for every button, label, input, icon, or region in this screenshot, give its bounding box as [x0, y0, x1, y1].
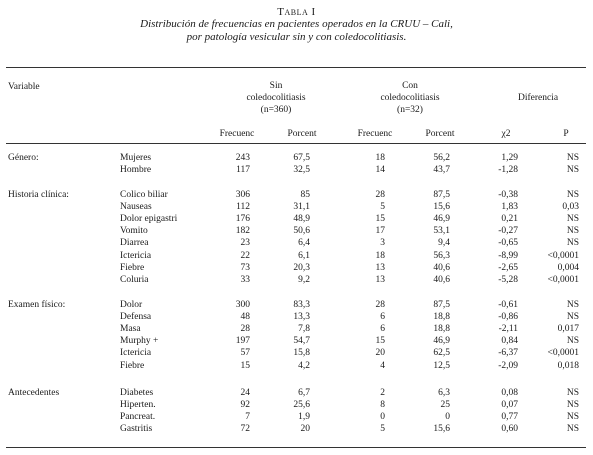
subheader-p: P: [563, 129, 569, 139]
sin-porcentaje: 13,3: [293, 312, 310, 323]
con-frecuencia: 28: [375, 300, 385, 310]
sin-frecuencia: 72: [240, 424, 250, 435]
con-porcentaje: 56,2: [433, 153, 450, 163]
sin-frecuencia: 28: [240, 324, 250, 335]
chi2: -5,28: [498, 274, 518, 285]
p-value: 0,004: [557, 262, 579, 273]
p-value: NS: [566, 300, 579, 310]
header-con-line-2: coledocolitiasis: [380, 93, 440, 103]
row-label: Masa: [120, 324, 141, 335]
con-porcentaje: 9,4: [438, 238, 450, 249]
con-frecuencia: 6: [380, 312, 385, 323]
sin-porcentaje: 31,1: [293, 202, 310, 213]
con-frecuencia: 28: [375, 190, 385, 200]
con-porcentaje: 15,6: [433, 424, 450, 435]
p-value: NS: [566, 226, 579, 237]
p-value: NS: [566, 400, 579, 411]
con-porcentaje: 25: [440, 400, 450, 411]
chi2: 0,84: [501, 336, 518, 347]
chi2: -0,38: [498, 190, 518, 200]
sin-porcentaje: 20,3: [293, 262, 310, 273]
row-label: Diabetes: [120, 388, 154, 398]
row-label: Diarrea: [120, 238, 149, 249]
header-sin-line-1: Sin: [269, 81, 283, 91]
sin-porcentaje: 25,6: [293, 400, 310, 411]
sin-porcentaje: 6,1: [298, 250, 310, 261]
chi2: -2,11: [498, 324, 518, 335]
con-frecuencia: 13: [375, 274, 385, 285]
p-value: <0,0001: [547, 348, 579, 359]
chi2: -2,65: [498, 262, 518, 273]
p-value: <0,0001: [547, 274, 579, 285]
con-frecuencia: 6: [380, 324, 385, 335]
group-label: Antecedentes: [8, 388, 60, 398]
row-label: Colico biliar: [120, 190, 168, 200]
p-value: NS: [566, 214, 579, 225]
con-porcentaje: 46,9: [433, 336, 450, 347]
p-value: <0,0001: [547, 250, 579, 261]
con-porcentaje: 18,8: [433, 324, 450, 335]
con-frecuencia: 13: [375, 262, 385, 273]
con-frecuencia: 17: [375, 226, 385, 237]
sin-porcentaje: 7,8: [298, 324, 310, 335]
chi2: 0,21: [501, 214, 518, 225]
chi2: 0,08: [501, 388, 518, 398]
row-label: Fiebre: [120, 360, 145, 371]
sin-frecuencia: 57: [240, 348, 250, 359]
con-porcentaje: 62,5: [433, 348, 450, 359]
con-porcentaje: 12,5: [433, 360, 450, 371]
con-frecuencia: 14: [375, 165, 385, 176]
con-porcentaje: 6,3: [438, 388, 450, 398]
sin-frecuencia: 15: [240, 360, 250, 371]
p-value: NS: [566, 238, 579, 249]
sin-frecuencia: 300: [235, 300, 250, 310]
row-label: Pancreat.: [120, 412, 156, 423]
con-porcentaje: 0: [445, 412, 450, 423]
chi2: 0,60: [501, 424, 518, 435]
sin-frecuencia: 22: [240, 250, 250, 261]
sin-porcentaje: 4,2: [298, 360, 310, 371]
group-label: Género:: [8, 153, 39, 163]
chi2: -1,28: [498, 165, 518, 176]
con-porcentaje: 87,5: [433, 190, 450, 200]
subheader-chi2: χ2: [501, 129, 511, 139]
chi2: 0,07: [501, 400, 518, 411]
row-label: Coluria: [120, 274, 149, 285]
con-porcentaje: 15,6: [433, 202, 450, 213]
p-value: NS: [566, 336, 579, 347]
con-frecuencia: 15: [375, 214, 385, 225]
p-value: NS: [566, 165, 579, 176]
subheader-con-porcentaje: Porcent: [425, 129, 455, 139]
sin-porcentaje: 48,9: [293, 214, 310, 225]
p-value: 0,03: [562, 202, 579, 213]
header-sin-line-3: (n=360): [260, 105, 292, 115]
con-frecuencia: 15: [375, 336, 385, 347]
con-frecuencia: 20: [375, 348, 385, 359]
chi2: -0,61: [498, 300, 518, 310]
sin-porcentaje: 15,8: [293, 348, 310, 359]
row-label: Fiebre: [120, 262, 145, 273]
sin-porcentaje: 20: [300, 424, 310, 435]
group-label: Examen físico:: [8, 300, 66, 310]
subheader-sin-porcentaje: Porcent: [287, 129, 317, 139]
con-frecuencia: 18: [375, 250, 385, 261]
subheader-con-frecuencia: Frecuenc: [357, 129, 393, 139]
p-value: NS: [566, 153, 579, 163]
sin-porcentaje: 85: [300, 190, 310, 200]
sin-porcentaje: 83,3: [293, 300, 310, 310]
group-label: Historia clínica:: [8, 190, 69, 200]
row-label: Hombre: [120, 165, 152, 176]
sin-porcentaje: 67,5: [293, 153, 310, 163]
p-value: NS: [566, 312, 579, 323]
header-variable: Variable: [8, 82, 40, 92]
table-title-line-2: por patología vesicular sin y con coledocolitiasis.: [186, 31, 407, 43]
con-frecuencia: 8: [380, 400, 385, 411]
p-value: 0,017: [557, 324, 579, 335]
row-label: Ictericia: [120, 250, 152, 261]
sin-frecuencia: 48: [240, 312, 250, 323]
header-sin-line-2: coledocolitiasis: [246, 93, 306, 103]
con-frecuencia: 3: [380, 238, 385, 249]
chi2: -2,09: [498, 360, 518, 371]
sin-porcentaje: 6,4: [298, 238, 310, 249]
subheader-sin-frecuencia: Frecuenc: [219, 129, 255, 139]
chi2: -8,99: [498, 250, 518, 261]
chi2: 0,77: [501, 412, 518, 423]
sin-porcentaje: 1,9: [298, 412, 310, 423]
row-label: Defensa: [120, 312, 152, 323]
chi2: -0,86: [498, 312, 518, 323]
chi2: -0,27: [498, 226, 518, 237]
con-frecuencia: 0: [380, 412, 385, 423]
row-label: Dolor epigastri: [120, 214, 178, 225]
row-label: Murphy +: [120, 336, 159, 347]
sin-frecuencia: 24: [240, 388, 250, 398]
sin-porcentaje: 32,5: [293, 165, 310, 176]
chi2: -6,37: [498, 348, 518, 359]
sin-porcentaje: 9,2: [298, 274, 310, 285]
chi2: 1,29: [501, 153, 518, 163]
row-label: Mujeres: [120, 153, 152, 163]
sin-frecuencia: 176: [235, 214, 250, 225]
header-diferencia: Diferencia: [517, 93, 559, 103]
p-value: NS: [566, 190, 579, 200]
row-label: Dolor: [120, 300, 143, 310]
con-porcentaje: 53,1: [433, 226, 450, 237]
con-porcentaje: 46,9: [433, 214, 450, 225]
chi2: 1,83: [501, 202, 518, 213]
sin-porcentaje: 50,6: [293, 226, 310, 237]
sin-frecuencia: 23: [240, 238, 250, 249]
header-con-line-1: Con: [402, 81, 418, 91]
table-number: Tabla I: [277, 6, 316, 18]
con-frecuencia: 18: [375, 153, 385, 163]
con-porcentaje: 40,6: [433, 262, 450, 273]
p-value: NS: [566, 388, 579, 398]
sin-frecuencia: 7: [245, 412, 250, 423]
con-porcentaje: 87,5: [433, 300, 450, 310]
sin-porcentaje: 6,7: [298, 388, 310, 398]
header-con-line-3: (n=32): [397, 105, 423, 115]
bottom-rule: [6, 447, 586, 448]
header-rule: [6, 143, 586, 144]
table-caption: [0, 6, 593, 44]
row-label: Gastritis: [120, 424, 153, 435]
con-porcentaje: 43,7: [433, 165, 450, 176]
sin-frecuencia: 33: [240, 274, 250, 285]
con-frecuencia: 5: [380, 202, 385, 213]
sin-frecuencia: 306: [235, 190, 250, 200]
sin-frecuencia: 73: [240, 262, 250, 273]
row-label: Hiperten.: [120, 400, 156, 411]
sin-frecuencia: 197: [235, 336, 250, 347]
sin-frecuencia: 112: [236, 202, 250, 213]
sin-frecuencia: 117: [236, 165, 250, 176]
p-value: NS: [566, 424, 579, 435]
con-frecuencia: 2: [380, 388, 385, 398]
con-porcentaje: 18,8: [433, 312, 450, 323]
sin-porcentaje: 54,7: [293, 336, 310, 347]
sin-frecuencia: 182: [235, 226, 250, 237]
con-frecuencia: 4: [380, 360, 385, 371]
row-label: Nauseas: [120, 202, 152, 213]
row-label: Ictericia: [120, 348, 152, 359]
p-value: NS: [566, 412, 579, 423]
con-frecuencia: 5: [380, 424, 385, 435]
top-rule: [6, 67, 586, 68]
chi2: -0,65: [498, 238, 518, 249]
con-porcentaje: 40,6: [433, 274, 450, 285]
sin-frecuencia: 243: [235, 153, 250, 163]
table-title-line-1: Distribución de frecuencias en pacientes operados en la CRUU – Cali,: [140, 18, 453, 30]
con-porcentaje: 56,3: [433, 250, 450, 261]
sin-frecuencia: 92: [240, 400, 250, 411]
p-value: 0,018: [557, 360, 579, 371]
row-label: Vomito: [120, 226, 148, 237]
